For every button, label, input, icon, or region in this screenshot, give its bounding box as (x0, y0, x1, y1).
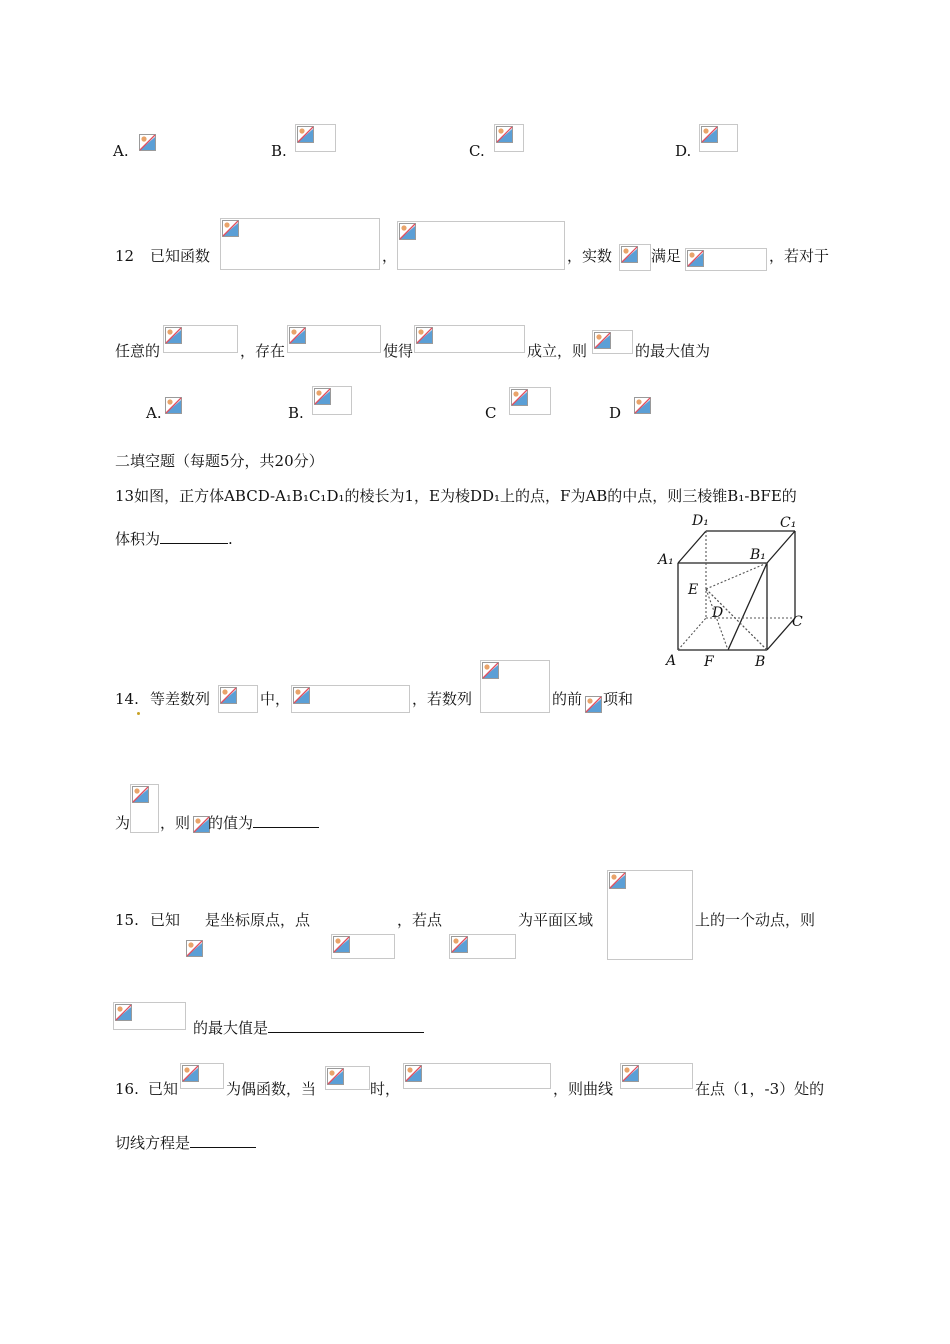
broken-image-icon (451, 936, 468, 953)
broken-image-icon (701, 126, 718, 143)
q16-text-5: 在点（1，-3）处的 (695, 1080, 825, 1098)
broken-image-icon (482, 662, 499, 679)
q12-text-8: 成立，则 (527, 342, 588, 360)
label-F: F (704, 654, 714, 670)
q12-target-formula (592, 330, 633, 354)
broken-image-icon (293, 687, 310, 704)
q15-text-3: ，若点 (397, 911, 443, 929)
broken-image-icon (165, 327, 182, 344)
label-D1: D₁ (692, 513, 709, 529)
q14-number: 14. (115, 690, 139, 708)
cube-figure (650, 508, 820, 673)
broken-image-icon (289, 327, 306, 344)
broken-image-icon (622, 1065, 639, 1082)
broken-image-icon (609, 872, 626, 889)
answer-blank (253, 813, 319, 828)
q16-curve-formula (620, 1063, 693, 1089)
label-C1: C₁ (780, 515, 797, 531)
q12-text-3: 满足 (651, 247, 682, 265)
label-B1: B₁ (750, 547, 766, 563)
broken-image-icon (115, 1004, 132, 1021)
broken-image-icon (314, 388, 331, 405)
q11-option-d-label: D. (675, 142, 692, 160)
q12-equation-formula (414, 325, 525, 353)
broken-image-icon (132, 786, 149, 803)
broken-image-icon (327, 1068, 344, 1085)
q12-function-g-formula (397, 221, 565, 270)
q12-text-9: 的最大值为 (635, 342, 711, 360)
label-C: C (792, 614, 803, 630)
q16-text-3: 时， (370, 1080, 401, 1098)
label-D: D (712, 605, 724, 621)
q14-condition-formula (291, 685, 410, 713)
decoration-dot (137, 712, 140, 715)
q14-sequence-formula (218, 685, 258, 713)
q11-option-c-formula (494, 124, 524, 152)
section-header: 二填空题（每题5分，共20分） (115, 452, 324, 470)
broken-image-icon (186, 940, 203, 957)
q11-option-c-label: C. (469, 142, 485, 160)
q14-text-5: 项和 (603, 690, 634, 708)
q12-function-f-formula (220, 218, 380, 270)
q16-text-4: ，则曲线 (553, 1080, 614, 1098)
broken-image-icon (399, 223, 416, 240)
q14-text-1: 等差数列 (150, 690, 211, 708)
answer-blank (268, 1018, 424, 1033)
q14-text-2: 中， (260, 690, 291, 708)
q12-exists-formula (287, 325, 381, 353)
broken-image-icon (405, 1065, 422, 1082)
broken-image-icon (165, 397, 182, 414)
q12-variable-formula (619, 244, 651, 271)
q16-text-1: 已知 (148, 1080, 179, 1098)
q11-option-d-formula (699, 124, 738, 152)
q12-option-c-formula (509, 387, 551, 415)
q14-n-formula (584, 695, 602, 713)
broken-image-icon (621, 246, 638, 263)
q16-text-2: 为偶函数，当 (226, 1080, 317, 1098)
q12-option-d-formula (633, 396, 651, 414)
q13-line-2: 体积为 . (115, 530, 233, 548)
q12-comma: ， (382, 247, 398, 265)
broken-image-icon (687, 250, 704, 267)
q14-text-7: ，则 (160, 814, 191, 832)
q15-point-m-formula (449, 934, 516, 959)
q12-text-2: ，实数 (567, 247, 613, 265)
q12-text-6: ，存在 (240, 342, 286, 360)
q13-line-1: 13如图，正方体ABCD-A₁B₁C₁D₁的棱长为1，E为棱DD₁上的点，F为AB的中点，则三棱锥B₁-BFE的 (115, 487, 797, 505)
q12-option-a-formula (164, 396, 182, 414)
broken-image-icon (585, 696, 602, 713)
broken-image-icon (139, 134, 156, 151)
q14-sum-formula (130, 784, 159, 833)
q12-number: 12 (115, 247, 135, 265)
q16-number: 16. (115, 1080, 139, 1098)
q15-text-2: 是坐标原点，点 (205, 911, 311, 929)
q16-domain-formula (325, 1066, 370, 1090)
q12-option-b-formula (312, 386, 352, 415)
q11-option-a-formula (138, 133, 156, 151)
answer-blank (190, 1133, 256, 1148)
broken-image-icon (511, 389, 528, 406)
q14-text-6: 为 (115, 814, 131, 832)
q12-forall-formula (163, 325, 238, 353)
q15-number: 15. (115, 911, 139, 929)
broken-image-icon (634, 397, 651, 414)
answer-blank (160, 529, 228, 544)
q11-option-b-label: B. (271, 142, 287, 160)
q14-new-sequence-formula (480, 660, 550, 713)
q15-text-6: 的最大值是 (193, 1018, 424, 1038)
q15-text-4: 为平面区域 (518, 911, 594, 929)
broken-image-icon (222, 220, 239, 237)
q12-option-a-label: A. (146, 404, 162, 422)
q12-text-5: 任意的 (115, 342, 161, 360)
q12-option-d-label: D (609, 404, 622, 422)
q12-option-c-label: C (485, 404, 497, 422)
broken-image-icon (182, 1065, 199, 1082)
label-E: E (688, 582, 699, 598)
q11-option-a-label: A. (113, 142, 129, 160)
q12-text-7: 使得 (383, 342, 414, 360)
q15-region-formula (607, 870, 693, 960)
q16-function-formula (180, 1063, 224, 1089)
label-B: B (755, 654, 766, 670)
q12-text-1: 已知函数 (150, 247, 211, 265)
q11-option-b-formula (295, 124, 336, 152)
q16-definition-formula (403, 1063, 551, 1089)
broken-image-icon (220, 687, 237, 704)
q15-point-a-formula (331, 934, 395, 959)
broken-image-icon (297, 126, 314, 143)
q12-condition-formula (685, 248, 767, 271)
q14-text-8: 的值为 (208, 813, 319, 833)
q12-option-b-label: B. (288, 404, 304, 422)
q14-text-4: 的前 (552, 690, 583, 708)
broken-image-icon (333, 936, 350, 953)
q14-text-3: ，若数列 (412, 690, 473, 708)
q16-text-6: 切线方程是 (115, 1133, 256, 1153)
broken-image-icon (416, 327, 433, 344)
q15-text-1: 已知 (150, 911, 181, 929)
label-A: A (666, 653, 677, 669)
label-A1: A₁ (658, 552, 674, 568)
q12-text-4: ，若对于 (769, 247, 830, 265)
q15-text-5: 上的一个动点，则 (695, 911, 816, 929)
q15-origin-formula (185, 939, 205, 959)
broken-image-icon (594, 332, 611, 349)
broken-image-icon (496, 126, 513, 143)
q15-dot-product-formula (113, 1002, 186, 1030)
